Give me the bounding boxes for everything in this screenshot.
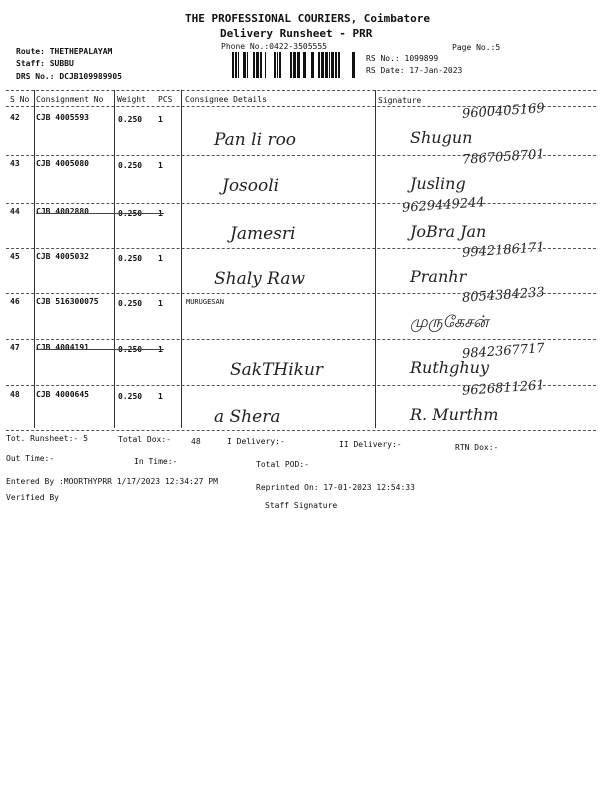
row-sno: 43 (10, 159, 20, 168)
row-weight: 0.250 (118, 345, 143, 354)
barcode-icon (232, 52, 362, 78)
handwritten-name: Shaly Raw (214, 269, 306, 289)
barcode-bar (321, 52, 324, 78)
barcode-bar (303, 52, 306, 78)
handwritten-signature: R. Murthm (410, 405, 499, 424)
row-divider (6, 385, 596, 386)
row-consignment: CJB 516300075 (36, 297, 99, 306)
totals-divider (6, 430, 596, 431)
handwritten-phone: 7867058701 (461, 147, 546, 168)
barcode-bar (311, 52, 314, 78)
barcode-bar (352, 52, 355, 78)
barcode-bar (293, 52, 296, 78)
row-divider (6, 248, 596, 249)
barcode-bar (297, 52, 300, 78)
row-sno: 42 (10, 113, 20, 122)
column-divider (375, 90, 376, 428)
row-sno: 47 (10, 343, 20, 352)
handwritten-phone: 9600405169 (461, 101, 546, 122)
handwritten-name: Pan li roo (214, 130, 297, 150)
phone-number: Phone No.:0422-3505555 (221, 42, 327, 51)
row-sno: 48 (10, 390, 20, 399)
row-weight: 0.250 (118, 254, 143, 263)
column-divider (114, 90, 115, 428)
staff-signature: Staff Signature (265, 501, 338, 510)
barcode-bar (335, 52, 337, 78)
col-weight: Weight (117, 95, 146, 104)
verified-by: Verified By (6, 493, 59, 502)
in-time: In Time:- (134, 457, 178, 466)
row-pcs: 1 (158, 161, 163, 170)
entered-by: Entered By :MOORTHYPRR 1/17/2023 12:34:27 PM (6, 477, 218, 486)
page-number: Page No.:5 (452, 43, 501, 52)
row-pcs: 1 (158, 254, 163, 263)
row-consignment: CJB 4004191 (36, 343, 89, 352)
row-pcs: 1 (158, 115, 163, 124)
staff-label: Staff: SUBBU (16, 59, 74, 68)
header-top-divider (6, 90, 596, 91)
handwritten-phone: 9842367717 (461, 341, 546, 362)
handwritten-phone: 9629449244 (401, 195, 486, 216)
row-consignment: CJB 4002880 (36, 207, 89, 216)
row-sno: 46 (10, 297, 20, 306)
col-signature: Signature (378, 96, 422, 105)
barcode-bar (325, 52, 328, 78)
row-divider (6, 203, 596, 204)
handwritten-signature: Ruthghuy (410, 358, 489, 377)
handwritten-signature: முருகேசன் (410, 312, 489, 331)
handwritten-signature: JoBra Jan (410, 222, 487, 241)
row-consignment: CJB 4005080 (36, 159, 89, 168)
barcode-bar (235, 52, 237, 78)
row-sno: 44 (10, 207, 20, 216)
barcode-bar (331, 52, 334, 78)
row-consignment: CJB 4005593 (36, 113, 89, 122)
company-title: THE PROFESSIONAL COURIERS, Coimbatore (185, 12, 431, 25)
rtn-dox: RTN Dox:- (455, 443, 499, 452)
rs-date: RS Date: 17-Jan-2023 (366, 66, 463, 75)
row-weight: 0.250 (118, 299, 143, 308)
barcode-bar (265, 52, 266, 78)
barcode-bar (277, 52, 278, 78)
handwritten-signature: Jusling (410, 174, 466, 193)
route-label: Route: THETHEPALAYAM (16, 47, 113, 56)
handwritten-phone: 9942186171 (461, 240, 546, 261)
handwritten-phone: 9626811261 (461, 378, 546, 399)
column-divider (181, 90, 182, 428)
row-pcs: 1 (158, 345, 163, 354)
total-dox-value: 48 (191, 437, 201, 446)
row-weight: 0.250 (118, 209, 143, 218)
barcode-bar (247, 52, 248, 78)
handwritten-name: SakTHikur (230, 360, 324, 380)
barcode-bar (253, 52, 255, 78)
strike-line (36, 213, 164, 214)
handwritten-signature: Pranhr (410, 267, 467, 286)
handwritten-name: Josooli (222, 176, 280, 196)
barcode-bar (243, 52, 246, 78)
runsheet-subtitle: Delivery Runsheet - PRR (220, 27, 373, 40)
ii-delivery: II Delivery:- (339, 440, 402, 449)
row-pcs: 1 (158, 392, 163, 401)
col-pcs: PCS (158, 95, 173, 104)
row-weight: 0.250 (118, 392, 143, 401)
tot-runsheet: Tot. Runsheet:- 5 (6, 434, 88, 443)
row-consignment: CJB 4005032 (36, 252, 89, 261)
row-divider (6, 339, 596, 340)
col-consignment: Consignment No (36, 95, 104, 104)
row-pcs: 1 (158, 209, 163, 218)
barcode-bar (290, 52, 292, 78)
col-consignee: Consignee Details (185, 95, 267, 104)
row-divider (6, 155, 596, 156)
barcode-bar (232, 52, 234, 78)
total-pod: Total POD:- (256, 460, 309, 469)
barcode-bar (318, 52, 320, 78)
handwritten-signature: Shugun (410, 128, 473, 147)
barcode-bar (279, 52, 281, 78)
barcode-bar (274, 52, 276, 78)
row-consignee: MURUGESAN (186, 298, 224, 306)
handwritten-name: Jamesri (230, 224, 296, 244)
out-time: Out Time:- (6, 454, 55, 463)
row-consignment: CJB 4000645 (36, 390, 89, 399)
barcode-bar (329, 52, 330, 78)
barcode-bar (256, 52, 259, 78)
reprinted-on: Reprinted On: 17-01-2023 12:54:33 (256, 483, 415, 492)
row-weight: 0.250 (118, 161, 143, 170)
handwritten-phone: 8054384233 (461, 285, 546, 306)
rs-number: RS No.: 1099899 (366, 54, 439, 63)
col-sno: S No (10, 95, 30, 104)
row-sno: 45 (10, 252, 20, 261)
handwritten-name: a Shera (214, 407, 281, 427)
barcode-bar (260, 52, 262, 78)
row-weight: 0.250 (118, 115, 143, 124)
row-divider (6, 293, 596, 294)
total-dox-label: Total Dox:- (118, 435, 171, 444)
barcode-bar (338, 52, 340, 78)
row-pcs: 1 (158, 299, 163, 308)
i-delivery: I Delivery:- (227, 437, 285, 446)
column-divider (34, 90, 35, 428)
barcode-bar (238, 52, 239, 78)
strike-line (36, 349, 164, 350)
drs-number: DRS No.: DCJB109989905 (16, 72, 122, 81)
